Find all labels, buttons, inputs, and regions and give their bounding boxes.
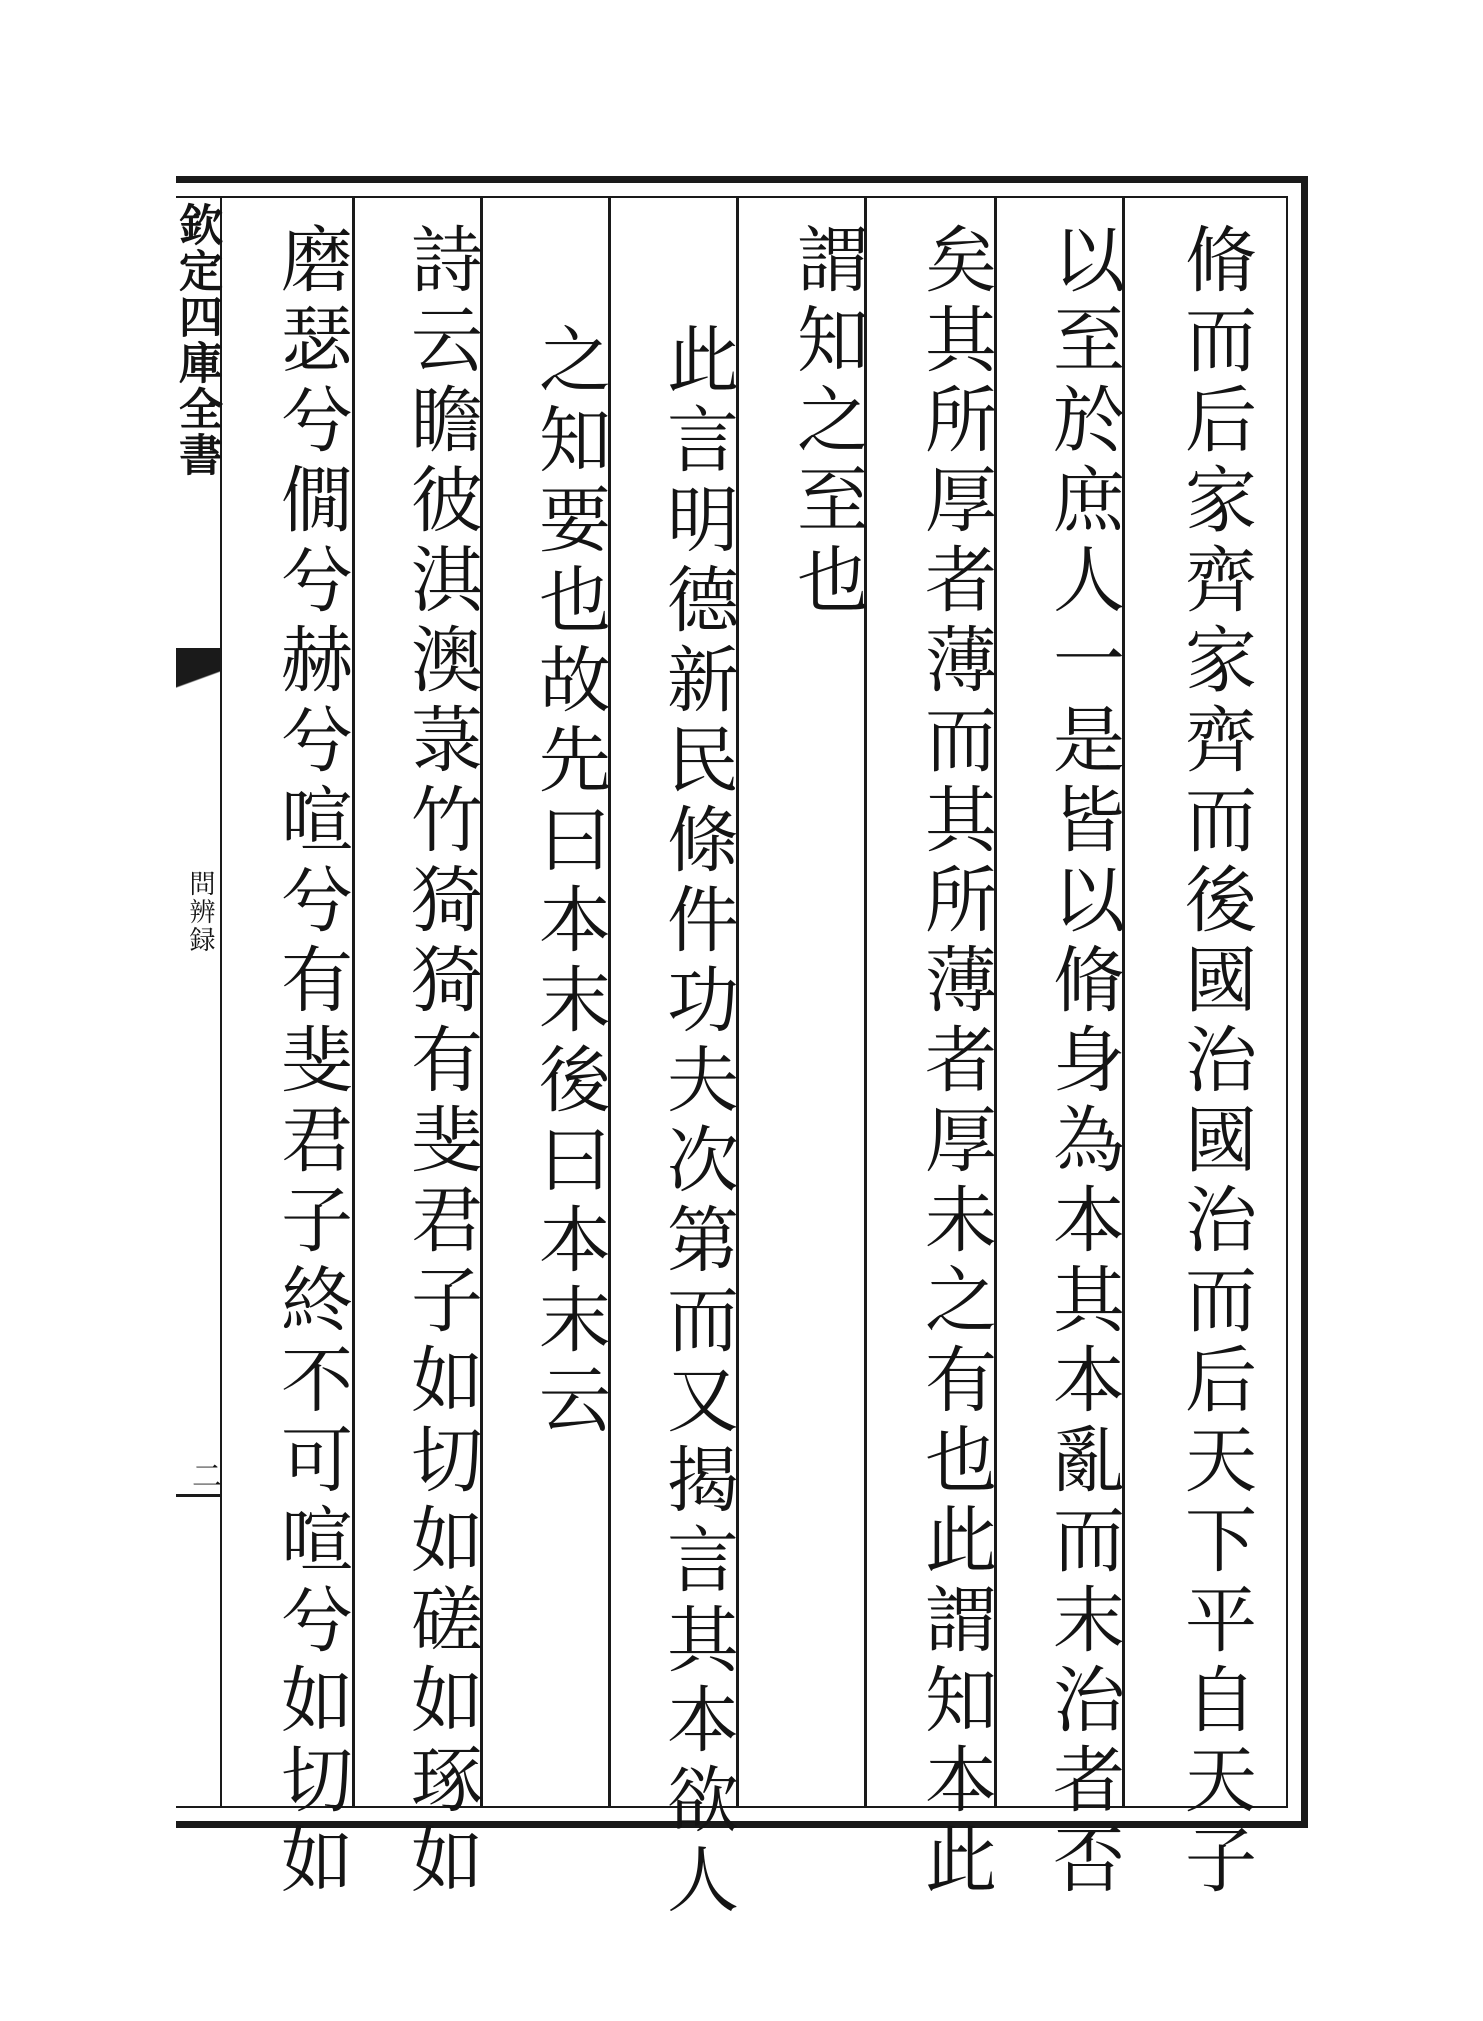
fishtail-rule-bottom (176, 1494, 222, 1497)
text-column-8: 磨瑟兮僩兮赫兮喧兮有斐君子終不可喧兮如切如 (269, 222, 353, 1902)
text-column-4: 謂知之至也 (785, 222, 869, 622)
text-column-5: 此言明德新民條件功夫次第而又揭言其本欲人 (655, 322, 739, 1922)
text-column-1: 脩而后家齊家齊而後國治國治而后天下平自天子 (1173, 222, 1257, 1902)
text-column-3: 矣其所厚者薄而其所薄者厚未之有也此謂知本此 (913, 222, 997, 1902)
section-title: 問辨録 (185, 870, 215, 954)
fishtail-mark (176, 650, 222, 710)
text-column-2: 以至於庶人一是皆以脩身為本其本亂而末治者否 (1041, 222, 1125, 1902)
text-column-7: 詩云瞻彼淇澳菉竹猗猗有斐君子如切如磋如琢如 (399, 222, 483, 1902)
page-number: 二 (186, 1460, 221, 1490)
text-column-6: 之知要也故先曰本末後曰本末云 (527, 322, 611, 1442)
book-title: 欽定四庫全書 (171, 202, 222, 478)
